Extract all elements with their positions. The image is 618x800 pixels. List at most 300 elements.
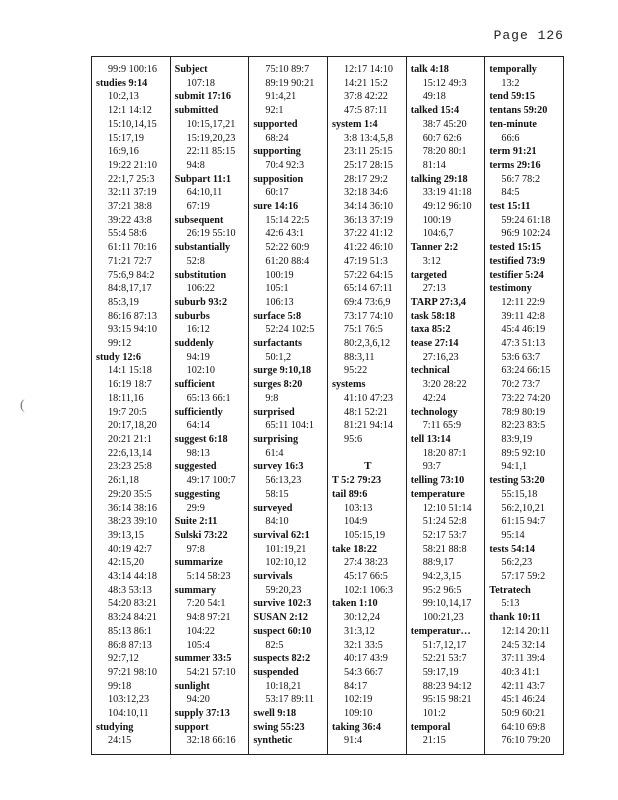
index-reference: 59:20,23 <box>265 584 302 596</box>
index-reference: 3:20 28:22 <box>422 379 467 391</box>
index-reference: 56:2,10,21 <box>501 502 545 514</box>
index-term: testimony <box>489 283 532 295</box>
index-term: tend 59:15 <box>489 91 535 103</box>
section-letter: T <box>364 460 372 473</box>
index-term: testified 73:9 <box>489 255 546 267</box>
index-term: synthetic <box>253 735 293 747</box>
index-term: suspended <box>253 666 299 678</box>
index-term: thank 10:11 <box>489 612 541 624</box>
index-reference: 22:1,7 25:3 <box>108 173 155 185</box>
index-term: test 15:11 <box>489 201 531 213</box>
index-term: talking 29:18 <box>410 173 468 185</box>
index-reference: 22:11 85:15 <box>186 146 236 158</box>
index-term: sufficient <box>174 379 215 391</box>
index-term: talk 4:18 <box>410 64 449 75</box>
index-reference: 14:21 15:2 <box>344 77 388 89</box>
index-reference: 37:21 38:8 <box>108 201 152 213</box>
index-term: substantially <box>174 242 231 254</box>
index-term: surges 8:20 <box>253 379 303 391</box>
index-term: technology <box>410 406 458 418</box>
index-reference: 14:1 15:18 <box>108 365 152 377</box>
index-term: surprised <box>253 406 295 418</box>
index-reference: 71:21 72:7 <box>108 255 152 267</box>
index-reference: 106:13 <box>265 296 294 308</box>
index-reference: 84:8,17,17 <box>108 283 152 295</box>
index-term: surge 9:10,18 <box>253 365 312 377</box>
index-reference: 23:11 25:15 <box>344 146 393 158</box>
index-reference: 64:10 69:8 <box>501 721 546 733</box>
index-reference: 78:9 80:19 <box>501 406 546 418</box>
index-reference: 102:10 <box>186 365 215 377</box>
index-reference: 15:10,14,15 <box>108 118 157 130</box>
index-reference: 49:17 100:7 <box>186 475 236 487</box>
index-reference: 12:1 14:12 <box>108 105 152 117</box>
index-reference: 95:14 <box>501 529 525 541</box>
index-term: temporal <box>410 721 451 733</box>
index-reference: 70:2 73:7 <box>501 379 541 391</box>
index-reference: 91:4 <box>344 735 363 747</box>
index-reference: 64:10,11 <box>186 187 223 199</box>
index-term: submit 17:16 <box>174 91 231 103</box>
index-reference: 41:22 46:10 <box>344 242 393 254</box>
index-reference: 10:18,21 <box>265 680 302 692</box>
index-reference: 34:14 36:10 <box>344 201 393 213</box>
index-reference: 73:17 74:10 <box>344 310 393 322</box>
word-index-table <box>91 56 564 755</box>
index-reference: 95:22 <box>344 365 368 377</box>
index-reference: 104:22 <box>186 625 215 637</box>
index-term: SUSAN 2:12 <box>253 612 308 624</box>
index-reference: 37:22 41:12 <box>344 228 393 240</box>
index-term: swing 55:23 <box>253 721 305 733</box>
index-reference: 52:21 53:7 <box>422 653 467 665</box>
index-term: survival 62:1 <box>253 529 310 541</box>
index-reference: 50:9 60:21 <box>501 708 546 720</box>
index-term: temperature <box>410 488 465 500</box>
index-reference: 75:6,9 84:2 <box>108 269 155 281</box>
index-reference: 92:1 <box>265 105 284 117</box>
index-term: temperatur… <box>410 625 471 637</box>
index-reference: 97:21 98:10 <box>108 666 157 678</box>
index-reference: 39:22 43:8 <box>108 214 152 226</box>
index-reference: 48:3 53:13 <box>108 584 152 596</box>
index-reference: 42:24 <box>422 392 446 404</box>
index-reference: 51:24 52:8 <box>422 516 467 528</box>
index-term: studies 9:14 <box>96 77 148 89</box>
index-term: suddenly <box>174 338 214 350</box>
index-term: T 5:2 79:23 <box>332 475 382 487</box>
index-reference: 105:15,19 <box>344 529 386 541</box>
index-reference: 31:3,12 <box>344 625 375 637</box>
index-reference: 39:13,15 <box>108 529 144 541</box>
index-reference: 88:3,11 <box>344 351 375 363</box>
index-reference: 38:7 45:20 <box>422 118 467 130</box>
index-reference: 56:7 78:2 <box>501 173 541 185</box>
index-reference: 12:17 14:10 <box>344 64 393 75</box>
index-reference: 94:8 <box>186 159 205 171</box>
index-reference: 94:8 97:21 <box>186 612 231 624</box>
index-term: Subpart 11:1 <box>174 173 232 185</box>
index-reference: 97:8 <box>186 543 205 555</box>
index-reference: 51:7,12,17 <box>422 639 467 651</box>
index-reference: 56:2,23 <box>501 557 533 569</box>
index-reference: 104:9 <box>344 516 368 528</box>
index-reference: 78:20 80:1 <box>422 146 467 158</box>
index-reference: 52:24 102:5 <box>265 324 315 336</box>
index-reference: 56:13,23 <box>265 475 302 487</box>
index-reference: 83:9,19 <box>501 433 533 445</box>
index-reference: 45:17 66:5 <box>344 571 388 583</box>
index-reference: 19:7 20:5 <box>108 406 147 418</box>
index-term: surface 5:8 <box>253 310 302 322</box>
index-reference: 39:11 42:8 <box>501 310 545 322</box>
index-term: tentans 59:20 <box>489 105 548 117</box>
index-term: taking 36:4 <box>332 721 381 733</box>
index-reference: 109:10 <box>344 708 373 720</box>
index-term: suggest 6:18 <box>174 433 228 445</box>
index-reference: 52:17 53:7 <box>422 529 467 541</box>
index-reference: 58:15 <box>265 488 289 500</box>
index-column <box>485 57 563 754</box>
index-term: taken 1:10 <box>332 598 378 610</box>
index-reference: 94:20 <box>186 694 210 706</box>
index-reference: 53:6 63:7 <box>501 351 541 363</box>
index-reference: 89:19 90:21 <box>265 77 315 89</box>
index-reference: 26:1,18 <box>108 475 139 487</box>
index-reference: 18:11,16 <box>108 392 144 404</box>
index-reference: 47:3 51:13 <box>501 338 546 350</box>
index-reference: 32:18 66:16 <box>186 735 236 747</box>
index-term: support <box>174 721 209 733</box>
index-reference: 40:19 42:7 <box>108 543 152 555</box>
index-term: survey 16:3 <box>253 461 304 473</box>
index-term: take 18:22 <box>332 543 378 555</box>
index-term: suspects 82:2 <box>253 653 311 665</box>
index-reference: 93:15 94:10 <box>108 324 157 336</box>
index-term: tell 13:14 <box>410 433 451 445</box>
index-reference: 75:1 76:5 <box>344 324 383 336</box>
index-reference: 9:8 <box>265 392 279 404</box>
index-reference: 91:4,21 <box>265 91 297 103</box>
index-term: Tetratech <box>489 584 531 596</box>
index-reference: 95:2 96:5 <box>422 584 462 596</box>
index-reference: 49:12 96:10 <box>422 201 472 213</box>
index-term: Tanner 2:2 <box>410 242 458 254</box>
index-term: testing 53:20 <box>489 475 545 487</box>
index-term: talked 15:4 <box>410 105 460 117</box>
index-term: targeted <box>410 269 447 281</box>
index-reference: 43:14 44:18 <box>108 571 157 583</box>
index-reference: 16:12 <box>186 324 210 336</box>
index-term: submitted <box>174 105 219 117</box>
index-reference: 82:5 <box>265 639 284 651</box>
index-reference: 12:11 22:9 <box>501 296 545 308</box>
index-reference: 24:15 <box>108 735 132 747</box>
index-reference: 10:15,17,21 <box>186 118 236 130</box>
index-term: tease 27:14 <box>410 338 459 350</box>
index-reference: 30:12,24 <box>344 612 380 624</box>
index-reference: 75:10 89:7 <box>265 64 310 75</box>
index-reference: 50:1,2 <box>265 351 292 363</box>
index-reference: 57:22 64:15 <box>344 269 393 281</box>
index-reference: 88:23 94:12 <box>422 680 472 692</box>
index-reference: 54:21 57:10 <box>186 666 236 678</box>
index-reference: 98:13 <box>186 447 210 459</box>
index-reference: 26:19 55:10 <box>186 228 236 240</box>
index-reference: 95:6 <box>344 433 363 445</box>
index-reference: 103:12,23 <box>108 694 150 706</box>
index-reference: 27:16,23 <box>422 351 459 363</box>
index-term: suggesting <box>174 488 220 500</box>
index-reference: 102:10,12 <box>265 557 307 569</box>
index-reference: 82:23 83:5 <box>501 420 546 432</box>
index-reference: 45:1 46:24 <box>501 694 546 706</box>
index-reference: 73:22 74:20 <box>501 392 551 404</box>
index-term: survive 102:3 <box>253 598 312 610</box>
index-reference: 15:14 22:5 <box>265 214 310 226</box>
index-term: suggested <box>174 461 217 473</box>
index-term: terms 29:16 <box>489 159 541 171</box>
index-reference: 101:2 <box>422 708 446 720</box>
index-reference: 36:14 38:16 <box>108 502 157 514</box>
index-reference: 81:21 94:14 <box>344 420 393 432</box>
index-reference: 38:23 39:10 <box>108 516 157 528</box>
index-reference: 93:7 <box>422 461 441 473</box>
index-reference: 59:17,19 <box>422 666 459 678</box>
index-term: sunlight <box>174 680 210 692</box>
index-reference: 104:6,7 <box>422 228 454 240</box>
index-reference: 5:13 <box>501 598 520 610</box>
index-term: tested 15:15 <box>489 242 542 254</box>
index-reference: 65:13 66:1 <box>186 392 231 404</box>
index-column <box>171 57 250 754</box>
index-reference: 107:18 <box>186 77 215 89</box>
index-reference: 65:14 67:11 <box>344 283 393 295</box>
index-reference: 99:18 <box>108 680 132 692</box>
index-reference: 49:18 <box>422 91 446 103</box>
index-reference: 25:17 28:15 <box>344 159 393 171</box>
index-term: term 91:21 <box>489 146 537 158</box>
index-reference: 64:14 <box>186 420 210 432</box>
index-term: subsequent <box>174 214 224 226</box>
index-term: ten-minute <box>489 118 537 130</box>
index-reference: 16:19 18:7 <box>108 379 152 391</box>
index-reference: 83:24 84:21 <box>108 612 157 624</box>
index-reference: 5:14 58:23 <box>186 571 231 583</box>
index-reference: 40:17 43:9 <box>344 653 388 665</box>
index-column <box>92 57 171 754</box>
index-term: testifier 5:24 <box>489 269 544 281</box>
index-reference: 19:22 21:10 <box>108 159 157 171</box>
index-reference: 89:5 92:10 <box>501 447 546 459</box>
index-term: substitution <box>174 269 227 281</box>
index-reference: 99:10,14,17 <box>422 598 472 610</box>
index-reference: 54:20 83:21 <box>108 598 157 610</box>
index-term: tail 89:6 <box>332 488 368 500</box>
index-reference: 47:5 87:11 <box>344 105 388 117</box>
index-term: supported <box>253 118 298 130</box>
index-reference: 94:1,1 <box>501 461 528 473</box>
index-reference: 13:2 <box>501 77 520 89</box>
index-reference: 47:19 51:3 <box>344 255 388 267</box>
index-reference: 102:19 <box>344 694 373 706</box>
index-reference: 24:5 32:14 <box>501 639 546 651</box>
index-reference: 55:15,18 <box>501 488 538 500</box>
index-term: technical <box>410 365 450 377</box>
index-reference: 28:17 29:2 <box>344 173 388 185</box>
index-reference: 99:9 100:16 <box>108 64 157 75</box>
index-reference: 106:22 <box>186 283 215 295</box>
index-reference: 20:17,18,20 <box>108 420 157 432</box>
index-reference: 45:4 46:19 <box>501 324 546 336</box>
index-reference: 66:6 <box>501 132 520 144</box>
index-reference: 105:4 <box>186 639 210 651</box>
index-term: supposition <box>253 173 304 185</box>
index-reference: 40:3 41:1 <box>501 666 541 678</box>
index-reference: 102:1 106:3 <box>344 584 393 596</box>
index-reference: 76:10 79:20 <box>501 735 551 747</box>
index-reference: 84:5 <box>501 187 520 199</box>
index-term: temporally <box>489 64 537 75</box>
index-reference: 32:1 33:5 <box>344 639 383 651</box>
index-reference: 54:3 66:7 <box>344 666 383 678</box>
index-term: summarize <box>174 557 223 569</box>
index-reference: 3:8 13:4,5,8 <box>344 132 393 144</box>
index-reference: 7:11 65:9 <box>422 420 462 432</box>
index-term: Subject <box>174 64 208 75</box>
index-reference: 27:4 38:23 <box>344 557 388 569</box>
index-reference: 94:2,3,15 <box>422 571 462 583</box>
index-reference: 92:7,12 <box>108 653 139 665</box>
index-term: TARP 27:3,4 <box>410 296 466 308</box>
index-reference: 15:19,20,23 <box>186 132 236 144</box>
index-term: study 12:6 <box>96 351 142 363</box>
index-reference: 15:17,19 <box>108 132 144 144</box>
index-reference: 65:11 104:1 <box>265 420 314 432</box>
index-reference: 60:17 <box>265 187 289 199</box>
index-term: tests 54:14 <box>489 543 535 555</box>
index-term: survivals <box>253 571 293 583</box>
index-reference: 52:8 <box>186 255 205 267</box>
index-reference: 84:17 <box>344 680 368 692</box>
index-reference: 86:16 87:13 <box>108 310 157 322</box>
index-term: summer 33:5 <box>174 653 232 665</box>
index-reference: 80:2,3,6,12 <box>344 338 391 350</box>
index-term: supply 37:13 <box>174 708 230 720</box>
index-term: taxa 85:2 <box>410 324 451 336</box>
index-reference: 60:7 62:6 <box>422 132 462 144</box>
index-reference: 96:9 102:24 <box>501 228 551 240</box>
index-reference: 61:15 94:7 <box>501 516 546 528</box>
index-term: task 58:18 <box>410 310 456 322</box>
index-reference: 103:13 <box>344 502 373 514</box>
index-reference: 95:15 98:21 <box>422 694 472 706</box>
index-reference: 42:11 43:7 <box>501 680 545 692</box>
index-term: suspect 60:10 <box>253 625 312 637</box>
index-reference: 70:4 92:3 <box>265 159 305 171</box>
index-reference: 52:22 60:9 <box>265 242 310 254</box>
index-column <box>407 57 486 754</box>
index-term: studying <box>96 721 134 733</box>
index-reference: 104:10,11 <box>108 708 149 720</box>
index-reference: 55:4 58:6 <box>108 228 147 240</box>
index-term: sure 14:16 <box>253 201 299 213</box>
index-reference: 7:20 54:1 <box>186 598 226 610</box>
index-term: summary <box>174 584 216 596</box>
index-reference: 23:23 25:8 <box>108 461 152 473</box>
index-term: system 1:4 <box>332 118 378 130</box>
index-reference: 27:13 <box>422 283 446 295</box>
index-reference: 100:19 <box>265 269 294 281</box>
index-reference: 12:14 20:11 <box>501 625 550 637</box>
index-reference: 29:20 35:5 <box>108 488 152 500</box>
index-reference: 42:15,20 <box>108 557 144 569</box>
index-reference: 59:24 61:18 <box>501 214 551 226</box>
blank-line <box>332 447 404 461</box>
index-term: suburbs <box>174 310 210 322</box>
index-reference: 41:10 47:23 <box>344 392 393 404</box>
index-term: suburb 93:2 <box>174 296 228 308</box>
binder-hole-mark: ( <box>20 398 25 413</box>
page-number: Page 126 <box>493 28 564 43</box>
index-reference: 32:11 37:19 <box>108 187 157 199</box>
index-reference: 84:10 <box>265 516 289 528</box>
index-reference: 21:15 <box>422 735 446 747</box>
index-reference: 81:14 <box>422 159 446 171</box>
index-reference: 57:17 59:2 <box>501 571 546 583</box>
index-reference: 63:24 66:15 <box>501 365 551 377</box>
index-reference: 3:12 <box>422 255 441 267</box>
index-column <box>328 57 407 754</box>
index-term: telling 73:10 <box>410 475 465 487</box>
index-reference: 88:9,17 <box>422 557 454 569</box>
index-reference: 105:1 <box>265 283 289 295</box>
index-reference: 85:3,19 <box>108 296 139 308</box>
index-reference: 100:21,23 <box>422 612 464 624</box>
index-term: Sulski 73:22 <box>174 529 228 541</box>
index-reference: 37:11 39:4 <box>501 653 545 665</box>
index-reference: 12:10 51:14 <box>422 502 472 514</box>
index-reference: 53:17 89:11 <box>265 694 314 706</box>
index-term: sufficiently <box>174 406 223 418</box>
index-term: swell 9:18 <box>253 708 297 720</box>
index-reference: 61:20 88:4 <box>265 255 310 267</box>
index-reference: 36:13 37:19 <box>344 214 393 226</box>
index-reference: 48:1 52:21 <box>344 406 388 418</box>
index-column <box>249 57 328 754</box>
index-reference: 29:9 <box>186 502 205 514</box>
index-reference: 16:9,16 <box>108 146 139 158</box>
index-reference: 67:19 <box>186 201 210 213</box>
index-reference: 18:20 87:1 <box>422 447 467 459</box>
index-reference: 42:6 43:1 <box>265 228 305 240</box>
index-reference: 101:19,21 <box>265 543 307 555</box>
index-reference: 69:4 73:6,9 <box>344 296 391 308</box>
index-reference: 86:8 87:13 <box>108 639 152 651</box>
index-reference: 10:2,13 <box>108 91 139 103</box>
index-reference: 61:11 70:16 <box>108 242 157 254</box>
index-term: systems <box>332 379 366 391</box>
index-reference: 94:19 <box>186 351 210 363</box>
index-reference: 20:21 21:1 <box>108 433 152 445</box>
index-reference: 37:8 42:22 <box>344 91 388 103</box>
index-term: surprising <box>253 433 299 445</box>
index-term: surveyed <box>253 502 293 514</box>
index-reference: 33:19 41:18 <box>422 187 472 199</box>
index-reference: 68:24 <box>265 132 289 144</box>
index-reference: 99:12 <box>108 338 132 350</box>
index-reference: 100:19 <box>422 214 451 226</box>
